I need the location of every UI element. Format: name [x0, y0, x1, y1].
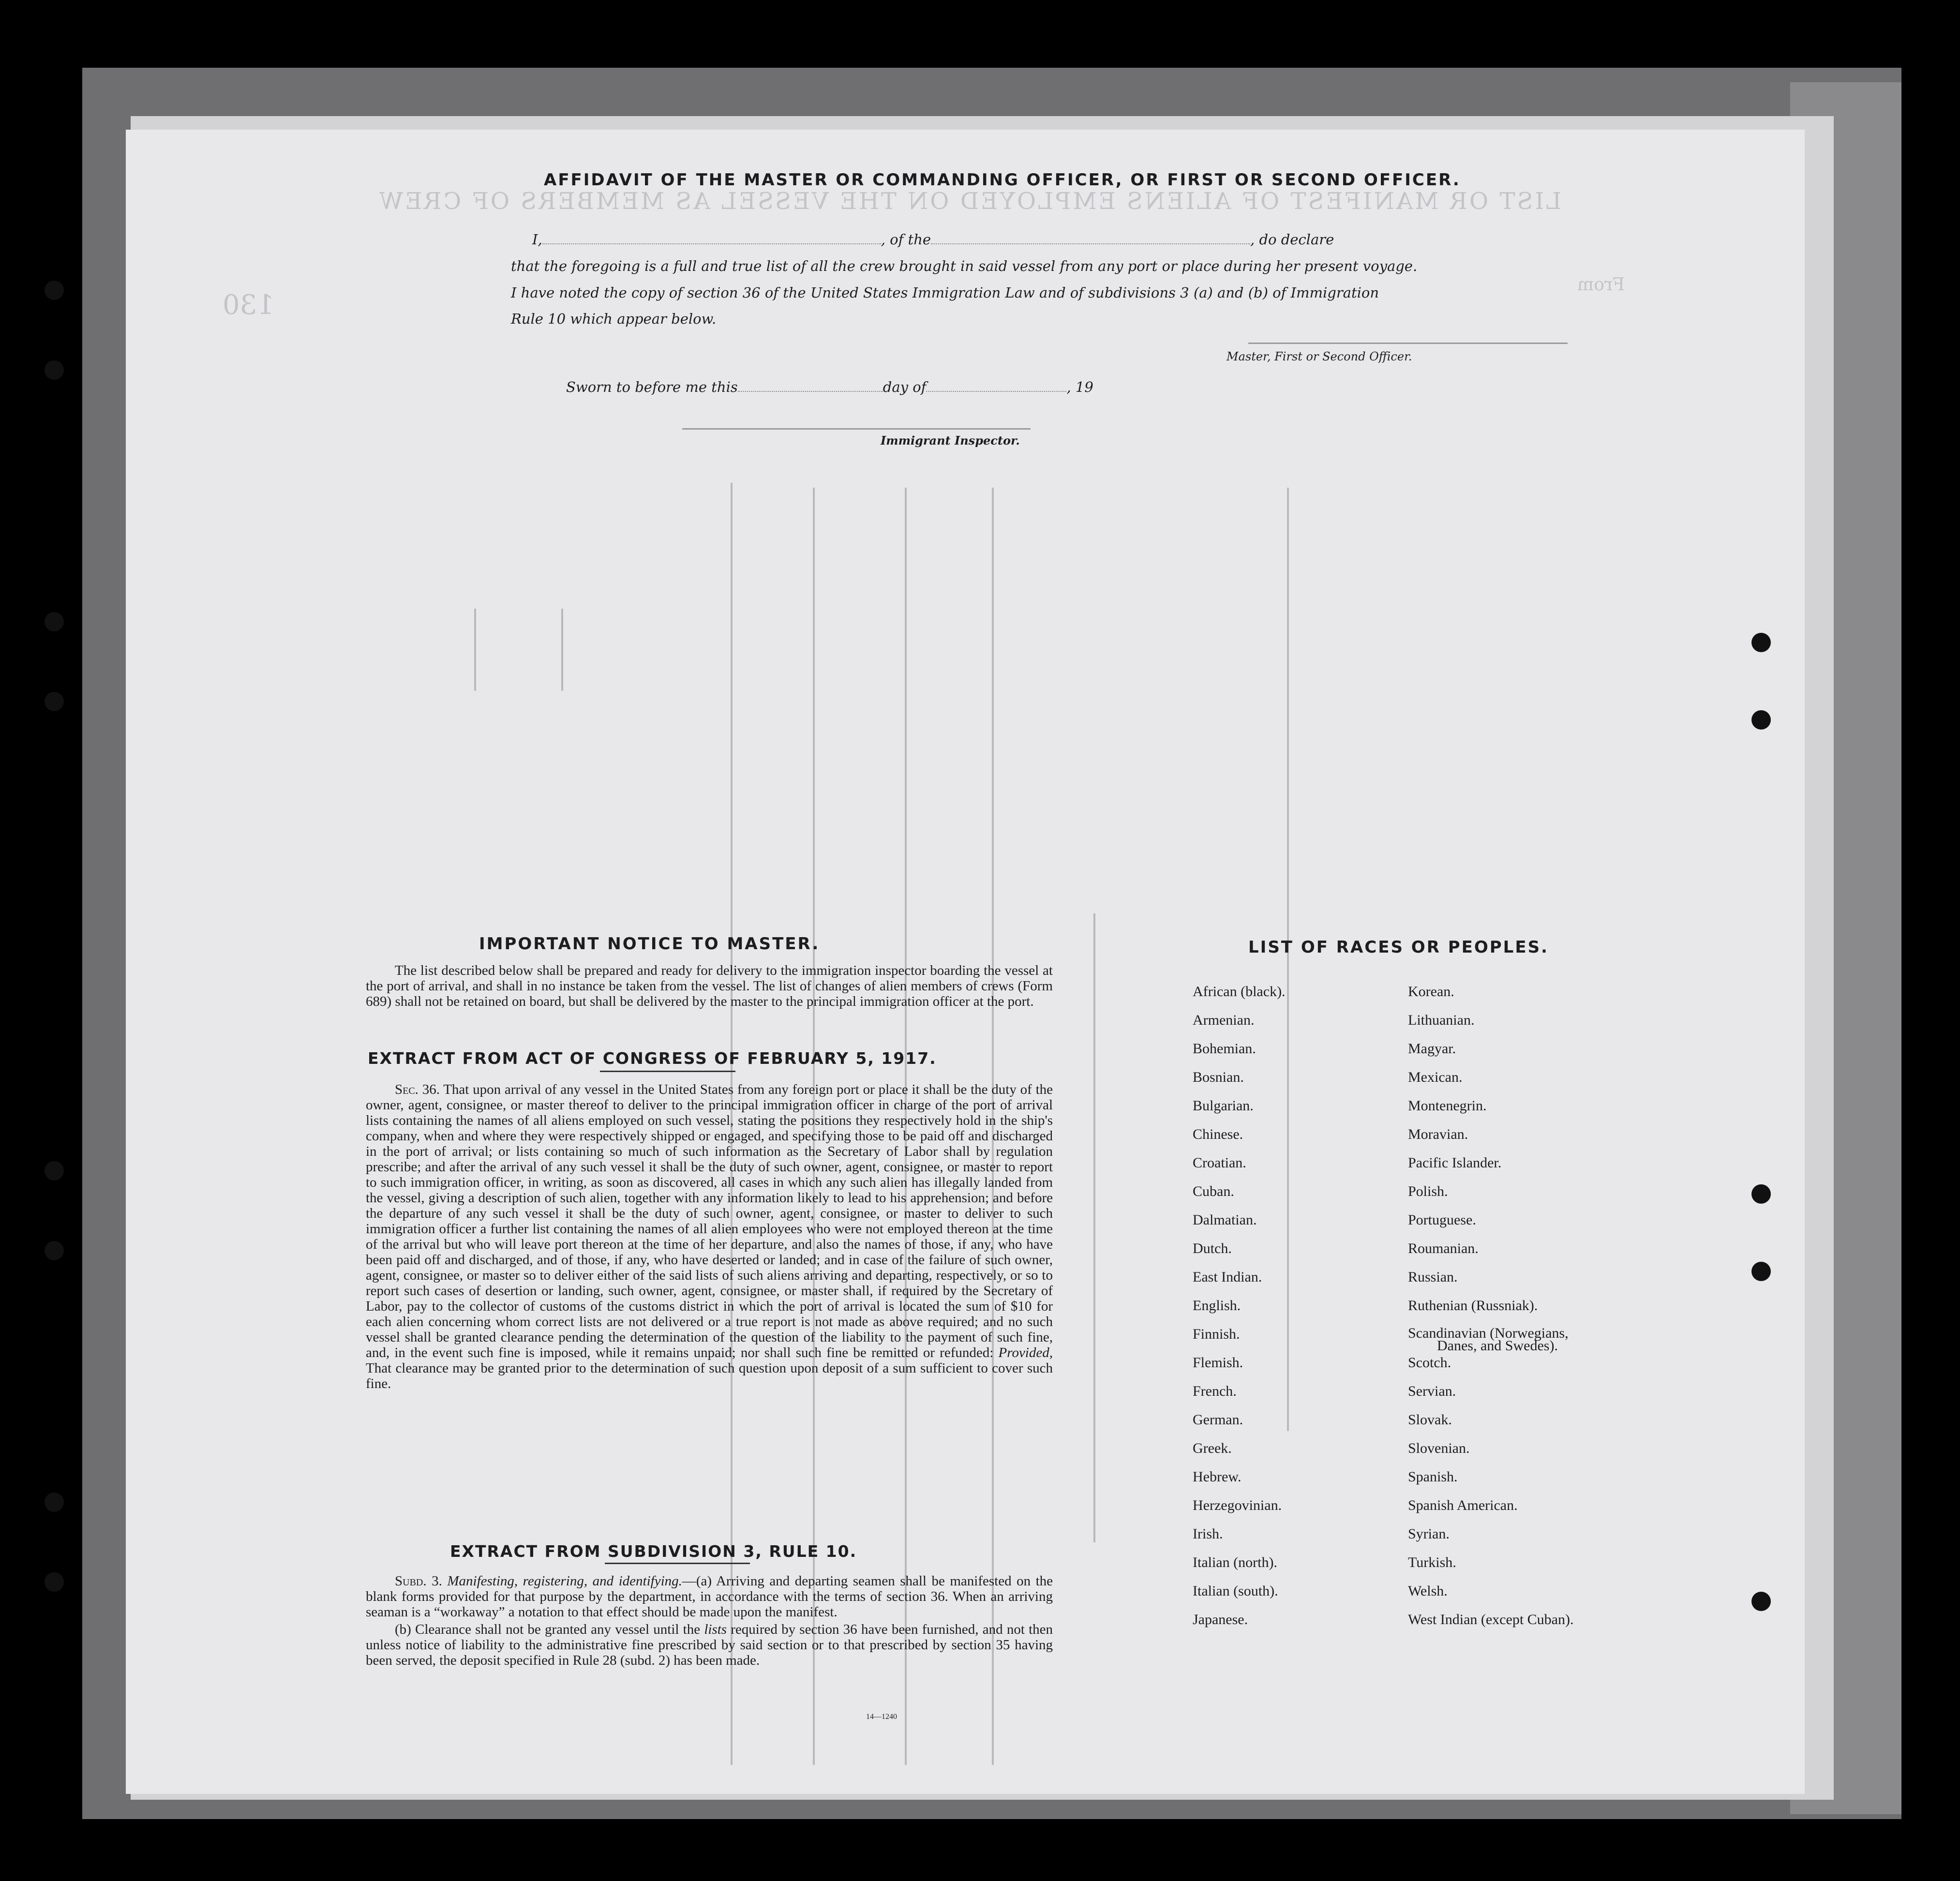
race-entry: Polish. — [1408, 1183, 1448, 1199]
subd-title: Manifesting, registering, and identifying. — [447, 1573, 682, 1589]
bleed-through-column-rule — [1093, 913, 1095, 1542]
binder-hole — [45, 1161, 64, 1180]
subd-3a-paragraph — [366, 1573, 1053, 1620]
race-entry: Scandinavian (Norwegians, Danes, and Swedes). — [1408, 1326, 1573, 1355]
race-entry: Montenegrin. — [1408, 1098, 1487, 1114]
manifest-sheet — [126, 130, 1805, 1794]
race-entry: Herzegovinian. — [1193, 1497, 1282, 1513]
section-36-text-end: That clearance may be granted prior to the determination of such question upon deposit of a sum sufficient to cover such fine. — [366, 1360, 1053, 1391]
binder-hole — [45, 1493, 64, 1512]
binder-hole — [1751, 710, 1771, 730]
race-entry-continuation: Danes, and Swedes). — [1437, 1338, 1558, 1354]
race-entry: Hebrew. — [1193, 1469, 1242, 1485]
act-title-rule — [600, 1071, 735, 1072]
subd-3b-text: (b) Clearance shall not be granted any vessel until the — [395, 1622, 701, 1637]
races-column-1 — [1193, 984, 1286, 1640]
race-entry: Greek. — [1193, 1440, 1232, 1456]
race-entry: Flemish. — [1193, 1355, 1243, 1371]
race-entry: Bulgarian. — [1193, 1098, 1254, 1114]
race-entry: Scotch. — [1408, 1355, 1451, 1371]
notice-body — [366, 963, 1053, 1011]
section-36-text: That upon arrival of any vessel in the United States from any foreign port or place it shall be the duty of the owner, agent, consignee, or master thereof to deliver to the principal immigration officer in charge of the port of arrival lists containing the names of all aliens employed on such vessel, stating the positions they respectively hold in the ship's company, when and where they were respectively shipped or engaged, and specifying those to be paid off and discharged in the port of arrival; or lists containing so much of such information as the Secretary of Labor shall by regulation prescribe; and after the arrival of any such vessel it shall be the duty of such owner, agent, consignee, or master to report to such immigration officer, in writing, as soon as discovered, all cases in which any such alien has illegally landed from the vessel, giving a description of such alien, together with any information likely to lead to his apprehension; and before the departure of any such vessel it shall be the duty of such owner, agent, consignee, or master to deliver to such immigration officer a further list containing the names of all alien employees who were not employed thereon at the time of the arrival but who will leave port thereon at the time of her departure, and also the names of those, if any, who have been paid off and discharged, and of those, if any, who have deserted or landed; and in case of the failure of such owner, agent, consignee, or master so to deliver either of the said lists of such aliens arriving and departing, respectively, or so to report such cases of desertion or landing, such owner, agent, consignee, or master shall, if required by the Secretary of Labor, pay to the collector of customs of the customs district in which the port of arrival is located the sum of $10 for each alien concerning whom correct lists are not delivered or a true report is not made as above required; and no such vessel shall be granted clearance pending the determination of the question of the liability to the payment of such fine, and, in the event such fine is imposed, while it remains unpaid; nor shall such fine be remitted or refunded: — [366, 1082, 1053, 1360]
race-entry: German. — [1193, 1412, 1243, 1428]
race-entry: Finnish. — [1193, 1326, 1240, 1342]
inspector-signature-label: Immigrant Inspector. — [881, 433, 1020, 448]
binder-hole — [45, 1241, 64, 1260]
master-name-blank[interactable] — [542, 243, 881, 244]
binder-hole — [1751, 1262, 1771, 1281]
sworn-month-blank[interactable] — [926, 391, 1066, 392]
race-entry: Dutch. — [1193, 1240, 1232, 1256]
bleed-through-text: 130 — [223, 289, 274, 321]
act-title: EXTRACT FROM ACT OF CONGRESS OF FEBRUARY 5, 1917. — [368, 1049, 937, 1068]
race-entry: Syrian. — [1408, 1526, 1450, 1542]
bleed-through-column-rule — [474, 609, 476, 691]
binder-hole — [45, 612, 64, 631]
race-entry: Turkish. — [1408, 1554, 1456, 1570]
rule-title: EXTRACT FROM SUBDIVISION 3, RULE 10. — [450, 1542, 857, 1561]
race-entry: Portuguese. — [1408, 1212, 1476, 1228]
race-entry: Moravian. — [1408, 1126, 1468, 1142]
race-entry: Italian (south). — [1193, 1583, 1278, 1599]
race-entry: Dalmatian. — [1193, 1212, 1257, 1228]
affidavit-title: AFFIDAVIT OF THE MASTER OR COMMANDING OFFICER, OR FIRST OR SECOND OFFICER. — [544, 170, 1461, 190]
rule-body — [366, 1573, 1053, 1670]
provided-word: Provided, — [998, 1345, 1053, 1360]
subd-3b-text-end: required by section 36 have been furnished, and not then unless notice of liability to the administrative fine prescribed by said section or to that prescribed by section 35 having been served, the deposit specified in Rule 28 (subd. 2) has been made. — [366, 1622, 1053, 1668]
affidavit-line-2: that the foregoing is a full and true list of all the crew brought in said vessel from any port or place during her present voyage. — [511, 258, 1418, 274]
binder-hole — [1751, 1184, 1771, 1204]
race-entry: Italian (north). — [1193, 1554, 1277, 1570]
race-entry: Irish. — [1193, 1526, 1223, 1542]
section-label: Sec. 36. — [395, 1082, 440, 1097]
day-of-label: day of — [883, 379, 927, 395]
race-entry: Ruthenian (Russniak). — [1408, 1298, 1538, 1314]
master-signature-line[interactable] — [1248, 343, 1568, 344]
notice-title: IMPORTANT NOTICE TO MASTER. — [479, 934, 820, 954]
race-entry: Mexican. — [1408, 1069, 1463, 1085]
act-body — [366, 1082, 1053, 1393]
race-entry: African (black). — [1193, 984, 1286, 1000]
affidavit-line-3: I have noted the copy of section 36 of the United States Immigration Law and of subdivisions 3 (a) and (b) of Immigration — [511, 284, 1379, 301]
race-entry: Cuban. — [1193, 1183, 1234, 1199]
subd-3b-paragraph — [366, 1622, 1053, 1668]
rule-title-rule — [605, 1563, 750, 1564]
bleed-through-column-rule — [561, 609, 563, 691]
bleed-through-text: From — [1577, 275, 1625, 295]
binder-hole — [1751, 633, 1771, 652]
master-signature-label: Master, First or Second Officer. — [1227, 350, 1412, 363]
sworn-label: Sworn to before me this — [566, 379, 738, 395]
race-entry: Roumanian. — [1408, 1240, 1479, 1256]
race-entry: Bosnian. — [1193, 1069, 1244, 1085]
bleed-through-text: LIST OR MANIFEST OF ALIENS EMPLOYED ON THE VESSEL AS MEMBERS OF CREW — [377, 188, 1562, 215]
binder-hole — [1751, 1592, 1771, 1611]
race-entry: Spanish. — [1408, 1469, 1458, 1485]
sworn-day-blank[interactable] — [738, 391, 883, 392]
subd-3a-text: —(a) Arriving and departing seamen shall be manifested on the blank forms provided for that purpose by the department, in accordance with the terms of section 36. When an arriving seaman is a “workaway” a notation to that effect should be made upon the manifest. — [366, 1573, 1053, 1620]
race-entry: West Indian (except Cuban). — [1408, 1612, 1574, 1627]
race-entry: Bohemian. — [1193, 1041, 1256, 1057]
affidavit-line-4: Rule 10 which appear below. — [511, 311, 717, 327]
subd-label: Subd. 3. — [395, 1573, 442, 1589]
binder-hole — [45, 360, 64, 380]
race-entry: Slovenian. — [1408, 1440, 1470, 1456]
race-entry: Lithuanian. — [1408, 1012, 1475, 1028]
binder-hole — [45, 692, 64, 711]
race-entry: Japanese. — [1193, 1612, 1248, 1627]
race-entry: Slovak. — [1408, 1412, 1452, 1428]
race-entry: Armenian. — [1193, 1012, 1255, 1028]
race-entry: Korean. — [1408, 984, 1454, 1000]
section-36-paragraph — [366, 1082, 1053, 1391]
races-column-2 — [1408, 984, 1573, 1640]
lists-word: lists — [704, 1622, 727, 1637]
race-entry: Welsh. — [1408, 1583, 1448, 1599]
races-title: LIST OF RACES OR PEOPLES. — [1248, 938, 1549, 957]
year-label: , 19 — [1066, 379, 1093, 395]
vessel-name-blank[interactable] — [931, 243, 1250, 244]
form-number: 14—1240 — [866, 1713, 897, 1721]
race-entry: English. — [1193, 1298, 1241, 1314]
race-entry: Servian. — [1408, 1383, 1456, 1399]
race-entry: Chinese. — [1193, 1126, 1243, 1142]
race-entry: French. — [1193, 1383, 1237, 1399]
race-entry: Croatian. — [1193, 1155, 1246, 1171]
race-entry: Pacific Islander. — [1408, 1155, 1502, 1171]
race-entry: East Indian. — [1193, 1269, 1262, 1285]
affidavit-line-1 — [532, 231, 1334, 248]
race-entry: Spanish American. — [1408, 1497, 1518, 1513]
inspector-signature-line[interactable] — [682, 428, 1031, 430]
affidavit-i-label: I, — [532, 231, 542, 248]
notice-paragraph: The list described below shall be prepared and ready for delivery to the immigration inspector boarding the vessel at the port of arrival, and shall in no instance be taken from the vessel. The list of changes of alien members of crews (Form 689) shall not be retained on board, but shall be delivered by the master to the principal immigration officer at the port. — [366, 963, 1053, 1009]
bleed-through-column-rule — [1287, 488, 1289, 1431]
race-entry: Magyar. — [1408, 1041, 1456, 1057]
sworn-line — [566, 379, 1093, 395]
binder-hole — [45, 1572, 64, 1592]
affidavit-declare-label: , do declare — [1250, 231, 1334, 248]
race-entry: Russian. — [1408, 1269, 1458, 1285]
affidavit-of-the-label: , of the — [881, 231, 931, 248]
binder-hole — [45, 281, 64, 300]
